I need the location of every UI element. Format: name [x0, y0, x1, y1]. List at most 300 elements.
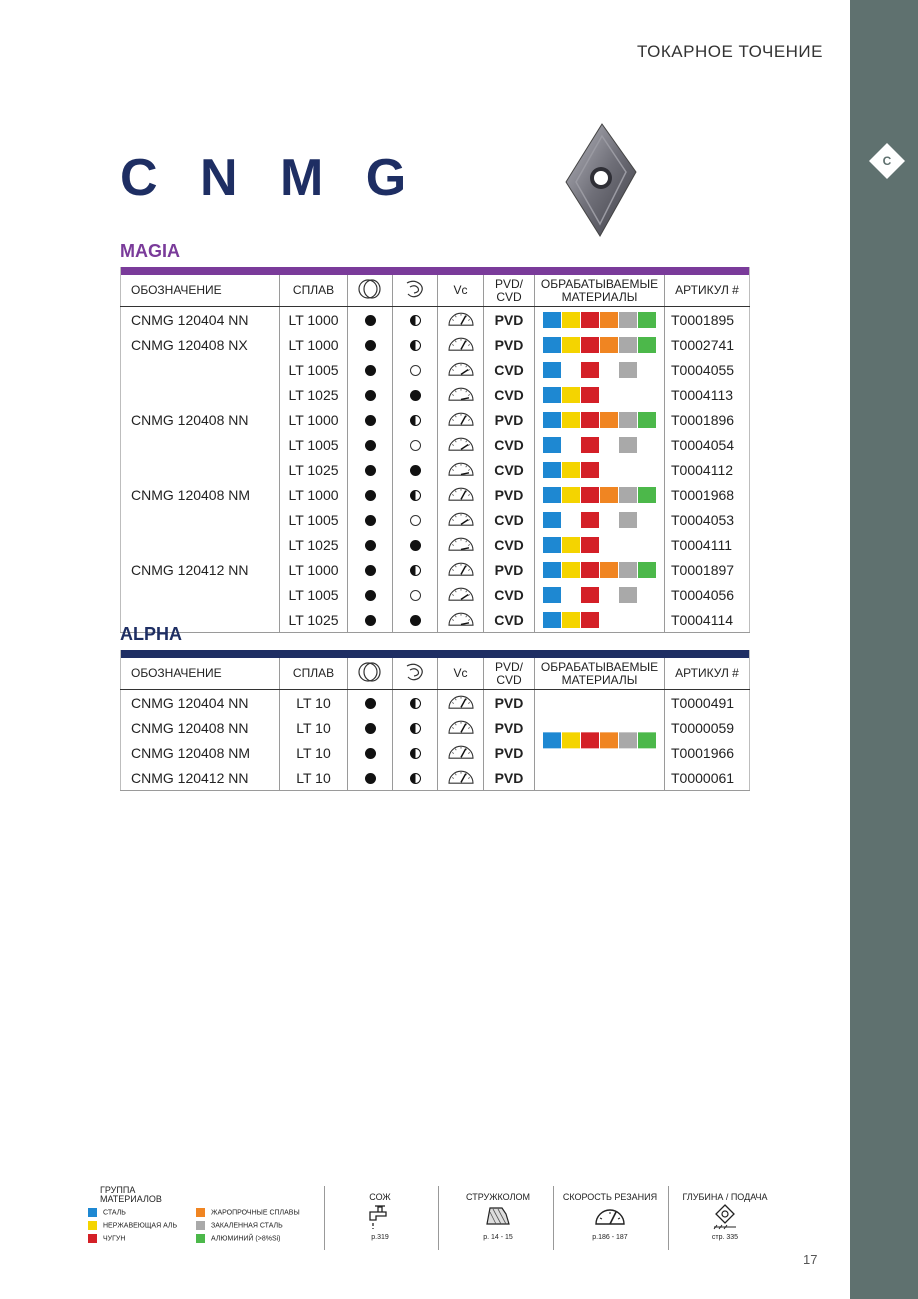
speed-cell: [438, 532, 484, 557]
legend-swatch: [196, 1221, 205, 1230]
legend-swatch: [196, 1208, 205, 1217]
material-swatch: [619, 437, 637, 453]
legend-material-item: АЛЮМИНИЙ (>8%Si): [196, 1234, 281, 1243]
material-swatch: [581, 437, 599, 453]
material-swatch: [543, 733, 561, 749]
section-label: ТОКАРНОЕ ТОЧЕНИЕ: [637, 42, 823, 61]
material-swatch: [581, 562, 599, 578]
material-swatch: [619, 733, 637, 749]
coolant-cell: [348, 582, 393, 607]
article-cell: T0004055: [671, 361, 735, 378]
material-swatch: [562, 387, 580, 403]
coolant-full-dot: [365, 340, 376, 351]
material-swatch: [562, 733, 580, 749]
legend-chipbreaker: СТРУЖКОЛОМ p. 14 - 15: [466, 1192, 530, 1241]
coolant-icon: [357, 278, 383, 300]
materials-cell: [535, 457, 665, 482]
article-cell: T0004112: [671, 461, 734, 478]
speed-cell: [438, 382, 484, 407]
table-row: [121, 607, 750, 633]
material-swatch: [543, 362, 561, 378]
material-swatch: [638, 733, 656, 749]
material-swatch: [581, 537, 599, 553]
coating-cell: CVD: [484, 507, 535, 532]
material-swatch: [638, 412, 656, 428]
grade-cell: LT 1005: [280, 432, 348, 457]
coating-cell: CVD: [484, 607, 535, 633]
article-cell: T0004114: [671, 611, 734, 628]
speed-high-icon: [445, 690, 477, 712]
grade-cell: LT 1005: [280, 357, 348, 382]
speed-high-icon: [445, 332, 477, 354]
page-title: C N M G: [120, 149, 421, 207]
designation-cell: [121, 382, 280, 407]
designation-cell: CNMG 120408 NX: [121, 332, 280, 357]
material-swatch: [619, 412, 637, 428]
article-cell: T0004056: [671, 586, 735, 603]
material-swatch: [562, 612, 580, 628]
chipbreaker-cell: [393, 457, 438, 482]
chipbreaker-empty-dot: [410, 440, 421, 451]
coating-cell: PVD: [484, 715, 535, 740]
insert-icon: [560, 120, 640, 240]
grade-cell: LT 1000: [280, 407, 348, 432]
depth-feed-icon: [709, 1202, 741, 1230]
chipbreaker-half-dot: [410, 748, 421, 759]
grade-cell: LT 1000: [280, 482, 348, 507]
grade-cell: LT 10: [280, 765, 348, 791]
coolant-full-dot: [365, 415, 376, 426]
material-swatch: [543, 312, 561, 328]
coating-cell: CVD: [484, 432, 535, 457]
table-row: [121, 690, 750, 716]
coating-cell: CVD: [484, 532, 535, 557]
legend-material-item: ЗАКАЛЕННАЯ СТАЛЬ: [196, 1221, 283, 1230]
coating-cell: PVD: [484, 740, 535, 765]
materials-cell: [535, 557, 665, 582]
speed-cell: [438, 307, 484, 333]
material-swatch: [581, 412, 599, 428]
table-row: [121, 507, 750, 532]
chipbreaker-cell: [393, 357, 438, 382]
speed-low-icon: [445, 607, 477, 629]
material-swatch: [543, 587, 561, 603]
header-article: АРТИКУЛ #: [665, 658, 750, 690]
coolant-cell: [348, 457, 393, 482]
article-cell: T0000491: [671, 694, 735, 711]
side-bar: [850, 0, 918, 1299]
speed-low-icon: [445, 532, 477, 554]
table-row: [121, 332, 750, 357]
material-swatch: [543, 387, 561, 403]
grade-cell: LT 1025: [280, 382, 348, 407]
grade-cell: LT 1000: [280, 307, 348, 333]
material-swatch: [581, 462, 599, 478]
coolant-cell: [348, 690, 393, 716]
material-swatch: [600, 733, 618, 749]
legend-speed: СКОРОСТЬ РЕЗАНИЯ p.186 - 187: [562, 1192, 658, 1241]
speed-low-icon: [445, 457, 477, 479]
legend-title: ГРУППА МАТЕРИАЛОВ: [100, 1185, 162, 1204]
chipbreaker-cell: [393, 557, 438, 582]
article-cell: T0001897: [671, 561, 735, 578]
legend-depth: ГЛУБИНА / ПОДАЧА стр. 335: [682, 1192, 768, 1241]
material-swatch: [638, 487, 656, 503]
material-swatch: [543, 537, 561, 553]
materials-cell: [535, 507, 665, 532]
legend-swatch: [88, 1234, 97, 1243]
material-swatch: [600, 337, 618, 353]
coating-cell: PVD: [484, 307, 535, 333]
speedometer-icon: [590, 1202, 630, 1230]
coating-cell: PVD: [484, 407, 535, 432]
table-row: [121, 407, 750, 432]
chipbreaker-cell: [393, 507, 438, 532]
coating-cell: PVD: [484, 482, 535, 507]
chipbreaker-cell: [393, 382, 438, 407]
table-row: [121, 457, 750, 482]
grade-cell: LT 10: [280, 740, 348, 765]
chipbreaker-cell: [393, 715, 438, 740]
material-swatch: [619, 362, 637, 378]
header-grade: СПЛАВ: [280, 658, 348, 690]
speed-cell: [438, 332, 484, 357]
coating-cell: CVD: [484, 357, 535, 382]
coating-cell: PVD: [484, 765, 535, 791]
coolant-full-dot: [365, 440, 376, 451]
coolant-full-dot: [365, 698, 376, 709]
materials-cell: [535, 532, 665, 557]
grade-cell: LT 1000: [280, 332, 348, 357]
speed-cell: [438, 407, 484, 432]
chipbreaker-empty-dot: [410, 590, 421, 601]
designation-cell: CNMG 120408 NN: [121, 407, 280, 432]
table-row: [121, 532, 750, 557]
brand-magia: MAGIA: [120, 241, 180, 261]
coolant-full-dot: [365, 565, 376, 576]
header-vc: Vc: [438, 658, 484, 690]
coolant-cell: [348, 407, 393, 432]
coolant-full-dot: [365, 723, 376, 734]
header-chipbreaker: [393, 275, 438, 307]
article-cell: T0001895: [671, 311, 735, 328]
chipbreaker-half-dot: [410, 698, 421, 709]
chipbreaker-full-dot: [410, 390, 421, 401]
speed-cell: [438, 457, 484, 482]
materials-cell: [535, 382, 665, 407]
chipbreaker-full-dot: [410, 465, 421, 476]
chipbreaker-half-dot: [410, 315, 421, 326]
coating-cell: PVD: [484, 557, 535, 582]
speed-high-icon: [445, 407, 477, 429]
chipbreaker-cell: [393, 307, 438, 333]
material-swatch: [543, 562, 561, 578]
material-swatch: [562, 537, 580, 553]
material-swatch: [600, 562, 618, 578]
coolant-cell: [348, 507, 393, 532]
material-swatch: [562, 412, 580, 428]
chipbreaker-half-dot: [410, 415, 421, 426]
legend-coolant: СОЖ p.319: [350, 1192, 410, 1241]
coolant-full-dot: [365, 748, 376, 759]
materials-cell: [535, 307, 665, 333]
material-swatch: [562, 337, 580, 353]
grade-cell: LT 1025: [280, 607, 348, 633]
material-swatch: [638, 337, 656, 353]
speed-mid-icon: [445, 357, 477, 379]
grade-cell: LT 10: [280, 690, 348, 716]
speed-cell: [438, 357, 484, 382]
material-swatch: [581, 512, 599, 528]
speed-cell: [438, 690, 484, 716]
legend-swatch: [88, 1221, 97, 1230]
legend-material-item: ЖАРОПРОЧНЫЕ СПЛАВЫ: [196, 1208, 300, 1217]
material-swatch: [543, 337, 561, 353]
material-swatch: [600, 312, 618, 328]
table-row: [121, 432, 750, 457]
coolant-cell: [348, 557, 393, 582]
article-cell: T0001968: [671, 486, 735, 503]
materials-cell: [535, 332, 665, 357]
brand-alpha: ALPHA: [120, 624, 182, 644]
speed-cell: [438, 482, 484, 507]
legend-swatch: [196, 1234, 205, 1243]
coating-cell: PVD: [484, 690, 535, 716]
materials-cell: [535, 357, 665, 382]
coolant-cell: [348, 482, 393, 507]
speed-cell: [438, 715, 484, 740]
chipbreaker-full-dot: [410, 615, 421, 626]
speed-cell: [438, 432, 484, 457]
header-coolant: [348, 658, 393, 690]
tap-icon: [364, 1202, 396, 1230]
material-swatch: [600, 412, 618, 428]
coating-cell: PVD: [484, 332, 535, 357]
article-cell: T0004113: [671, 386, 734, 403]
coolant-full-dot: [365, 515, 376, 526]
chipbreaker-half-dot: [410, 490, 421, 501]
header-article: АРТИКУЛ #: [665, 275, 750, 307]
material-swatch: [619, 337, 637, 353]
side-tab-diamond[interactable]: [868, 142, 906, 180]
designation-cell: CNMG 120408 NN: [121, 715, 280, 740]
grade-cell: LT 1005: [280, 582, 348, 607]
material-swatch: [543, 412, 561, 428]
speed-mid-icon: [445, 582, 477, 604]
chipbreaker-cell: [393, 482, 438, 507]
header-materials: ОБРАБАТЫВАЕМЫЕ МАТЕРИАЛЫ: [535, 275, 665, 307]
speed-high-icon: [445, 307, 477, 329]
header-coolant: [348, 275, 393, 307]
table-row: [121, 307, 750, 333]
materials-cell: [535, 432, 665, 457]
chipbreaker-cell: [393, 432, 438, 457]
material-swatch: [619, 512, 637, 528]
material-swatch: [543, 612, 561, 628]
speed-cell: [438, 507, 484, 532]
coolant-cell: [348, 357, 393, 382]
designation-cell: [121, 457, 280, 482]
article-cell: T0001966: [671, 744, 735, 761]
coating-cell: CVD: [484, 582, 535, 607]
legend-material-item: СТАЛЬ: [88, 1208, 126, 1217]
chipbreaker-empty-dot: [410, 365, 421, 376]
coolant-cell: [348, 432, 393, 457]
designation-cell: CNMG 120404 NN: [121, 307, 280, 333]
article-cell: T0001896: [671, 411, 735, 428]
coolant-cell: [348, 332, 393, 357]
speed-cell: [438, 740, 484, 765]
chipbreaker-legend-icon: [482, 1202, 514, 1230]
page-number: 17: [803, 1252, 818, 1267]
chipbreaker-cell: [393, 740, 438, 765]
chipbreaker-cell: [393, 532, 438, 557]
material-swatch: [619, 487, 637, 503]
speed-cell: [438, 557, 484, 582]
header-designation: ОБОЗНАЧЕНИЕ: [121, 658, 280, 690]
coolant-cell: [348, 532, 393, 557]
coolant-full-dot: [365, 315, 376, 326]
material-swatch: [562, 312, 580, 328]
speed-high-icon: [445, 740, 477, 762]
material-swatch: [619, 587, 637, 603]
speed-cell: [438, 765, 484, 791]
material-swatch: [581, 337, 599, 353]
material-swatch: [638, 562, 656, 578]
magia-table: [120, 267, 750, 633]
coolant-cell: [348, 715, 393, 740]
speed-high-icon: [445, 557, 477, 579]
coating-cell: CVD: [484, 457, 535, 482]
article-cell: T0004053: [671, 511, 735, 528]
designation-cell: CNMG 120412 NN: [121, 557, 280, 582]
designation-cell: [121, 532, 280, 557]
grade-cell: LT 1025: [280, 457, 348, 482]
designation-cell: CNMG 120408 NM: [121, 740, 280, 765]
table-row: [121, 582, 750, 607]
chipbreaker-icon: [402, 278, 428, 300]
chipbreaker-cell: [393, 407, 438, 432]
header-coating: PVD/ CVD: [484, 275, 535, 307]
article-cell: T0004111: [671, 536, 732, 553]
coolant-full-dot: [365, 490, 376, 501]
material-swatch: [619, 312, 637, 328]
coolant-full-dot: [365, 465, 376, 476]
header-vc: Vc: [438, 275, 484, 307]
material-swatch: [638, 312, 656, 328]
material-swatch: [581, 362, 599, 378]
grade-cell: LT 1000: [280, 557, 348, 582]
header-coating: PVD/ CVD: [484, 658, 535, 690]
header-grade: СПЛАВ: [280, 275, 348, 307]
material-swatch: [581, 587, 599, 603]
coolant-cell: [348, 307, 393, 333]
material-swatch: [543, 462, 561, 478]
chipbreaker-cell: [393, 765, 438, 791]
speed-mid-icon: [445, 432, 477, 454]
designation-cell: [121, 507, 280, 532]
article-cell: T0000061: [671, 769, 735, 786]
speed-mid-icon: [445, 507, 477, 529]
material-swatch: [581, 312, 599, 328]
legend-swatch: [88, 1208, 97, 1217]
article-cell: T0000059: [671, 719, 735, 736]
materials-cell: [535, 690, 665, 791]
chipbreaker-half-dot: [410, 773, 421, 784]
header-chipbreaker: [393, 658, 438, 690]
material-swatch: [581, 733, 599, 749]
chipbreaker-empty-dot: [410, 515, 421, 526]
coolant-cell: [348, 740, 393, 765]
materials-cell: [535, 482, 665, 507]
designation-cell: [121, 582, 280, 607]
material-swatch: [600, 487, 618, 503]
coolant-full-dot: [365, 365, 376, 376]
coolant-full-dot: [365, 590, 376, 601]
material-swatch: [562, 487, 580, 503]
material-swatch: [581, 387, 599, 403]
chipbreaker-cell: [393, 607, 438, 633]
materials-cell: [535, 607, 665, 633]
coolant-full-dot: [365, 540, 376, 551]
side-tab-label: C: [882, 154, 892, 168]
coolant-full-dot: [365, 773, 376, 784]
material-swatch: [619, 562, 637, 578]
speed-cell: [438, 582, 484, 607]
material-swatch: [562, 562, 580, 578]
coolant-cell: [348, 382, 393, 407]
grade-cell: LT 10: [280, 715, 348, 740]
chipbreaker-cell: [393, 690, 438, 716]
materials-cell: [535, 407, 665, 432]
footer-legend: [88, 1186, 788, 1256]
legend-material-item: НЕРЖАВЕЮЩАЯ АЛЬ: [88, 1221, 177, 1230]
chipbreaker-full-dot: [410, 540, 421, 551]
chipbreaker-half-dot: [410, 565, 421, 576]
coolant-full-dot: [365, 390, 376, 401]
material-swatch: [581, 612, 599, 628]
table-row: [121, 482, 750, 507]
coolant-icon: [357, 661, 383, 683]
table-row: [121, 382, 750, 407]
material-swatch: [562, 462, 580, 478]
chipbreaker-icon: [402, 661, 428, 683]
legend-material-item: ЧУГУН: [88, 1234, 125, 1243]
designation-cell: CNMG 120404 NN: [121, 690, 280, 716]
material-swatch: [581, 487, 599, 503]
chipbreaker-half-dot: [410, 340, 421, 351]
designation-cell: CNMG 120408 NM: [121, 482, 280, 507]
chipbreaker-cell: [393, 332, 438, 357]
speed-low-icon: [445, 382, 477, 404]
alpha-table: [120, 650, 750, 791]
speed-high-icon: [445, 765, 477, 787]
grade-cell: LT 1005: [280, 507, 348, 532]
coolant-full-dot: [365, 615, 376, 626]
materials-cell: [535, 582, 665, 607]
material-swatch: [543, 437, 561, 453]
coolant-cell: [348, 607, 393, 633]
speed-high-icon: [445, 482, 477, 504]
material-swatch: [543, 487, 561, 503]
designation-cell: [121, 432, 280, 457]
table-row: [121, 357, 750, 382]
header-materials: ОБРАБАТЫВАЕМЫЕ МАТЕРИАЛЫ: [535, 658, 665, 690]
coating-cell: CVD: [484, 382, 535, 407]
table-row: [121, 557, 750, 582]
material-swatch: [543, 512, 561, 528]
speed-high-icon: [445, 715, 477, 737]
